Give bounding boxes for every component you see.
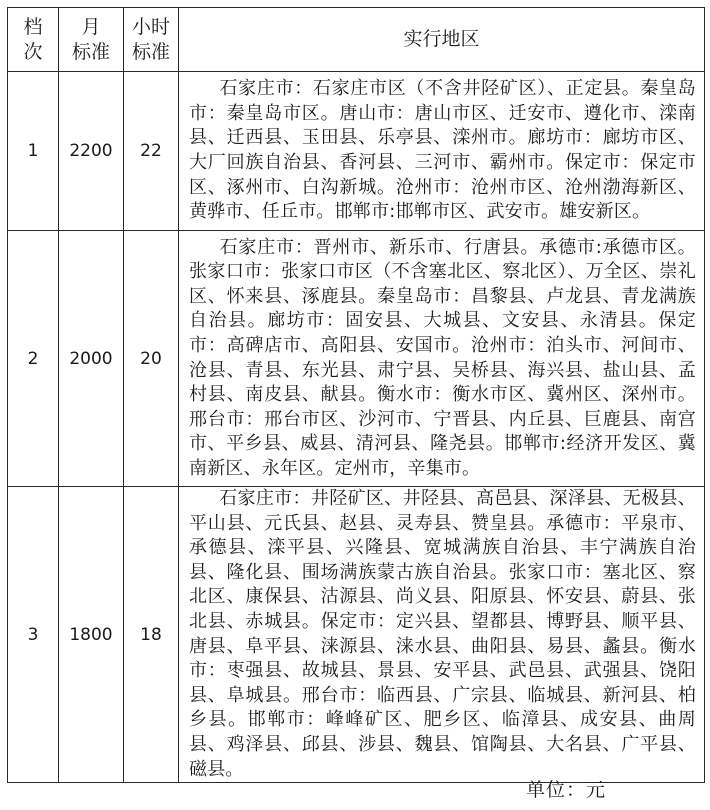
table-header-row [8,8,705,72]
table-row [8,487,705,783]
region-header: 实行地区 [179,8,705,72]
hourly-standard-cell: 20 [124,231,179,487]
region-cell: 石家庄市：晋州市、新乐市、行唐县。承德市:承德市区。张家口市：张家口市区（不含塞北区、察北区）、万全区、崇礼区、怀来县、涿鹿县。秦皇岛市：昌黎县、卢龙县、青龙满族自治县。廊坊市：固安县、大城县、文安县、永清县。保定市：高碑店市、高阳县、安国市。沧州市：泊头市、河间市、沧县、青县、东光县、肃宁县、吴桥县、海兴县、盐山县、孟村县、南皮县、献县。衡水市：衡水市区、冀州区、深州市。邢台市：邢台市区、沙河市、宁晋县、内丘县、巨鹿县、南宫市、平乡县、威县、清河县、隆尧县。邯郸市:经济开发区、冀南新区、永年区。定州市，辛集市。 [179,231,705,487]
region-cell: 石家庄市：井陉矿区、井陉县、高邑县、深泽县、无极县、平山县、元氏县、赵县、灵寿县、赞皇县。承德市：平泉市、承德县、滦平县、兴隆县、宽城满族自治县、丰宁满族自治县、隆化县、围场满族蒙古族自治县。张家口市：塞北区、察北区、康保县、沽源县、尚义县、阳原县、怀安县、蔚县、张北县、赤城县。保定市：定兴县、望都县、博野县、顺平县、唐县、阜平县、涞源县、涞水县、曲阳县、易县、蠡县。衡水市：枣强县、故城县、景县、安平县、武邑县、武强县、饶阳县、阜城县。邢台市：临西县、广宗县、临城县、新河县、柏乡县。邯郸市：峰峰矿区、肥乡区、临漳县、成安县、曲周县、鸡泽县、邱县、涉县、魏县、馆陶县、大名县、广平县、磁县。 [179,487,705,783]
unit-label: 单位：元 [525,779,606,801]
grade-cell: 1 [8,72,59,231]
table-row [8,231,705,487]
region-cell: 石家庄市：石家庄市区（不含井陉矿区）、正定县。秦皇岛市：秦皇岛市区。唐山市：唐山市区、迁安市、遵化市、滦南县、迁西县、玉田县、乐亭县、滦州市。廊坊市：廊坊市区、大厂回族自治县、香河县、三河市、霸州市。保定市：保定市区、涿州市、白沟新城。沧州市：沧州市区、沧州渤海新区、黄骅市、任丘市。邯郸市:邯郸市区、武安市。雄安新区。 [179,72,705,231]
table-row [8,72,705,231]
monthly-standard-cell: 2200 [59,72,124,231]
monthly-standard-cell: 2000 [59,231,124,487]
grade-cell: 3 [8,487,59,783]
hourly-standard-cell: 22 [124,72,179,231]
hourly-standard-cell: 18 [124,487,179,783]
grade-cell: 2 [8,231,59,487]
monthly-standard-header: 月 标准 [59,8,124,72]
grade-header: 档 次 [8,8,59,72]
minimum-wage-table [7,7,705,783]
hourly-standard-header: 小时 标准 [124,8,179,72]
monthly-standard-cell: 1800 [59,487,124,783]
